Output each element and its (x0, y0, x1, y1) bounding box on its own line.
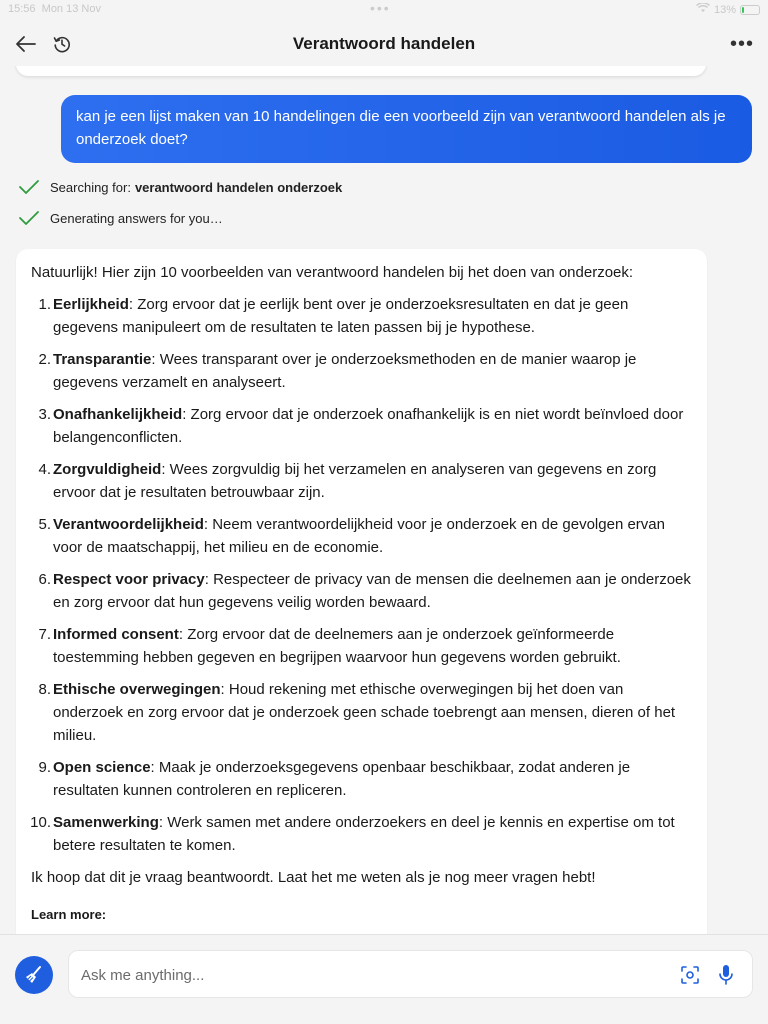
new-topic-button[interactable] (15, 956, 53, 994)
page-title: Verantwoord handelen (292, 34, 476, 53)
list-item: 9. Open science: Maak je onderzoeksgegevens openbaar beschikbaar, zodat anderen je resultaten kunnen controleren en repliceren. (38, 759, 631, 799)
broom-icon (23, 964, 45, 986)
status-right (696, 3, 760, 16)
list-item: 3. Onafhankelijkheid: Zorg ervoor dat je onderzoek onafhankelijk is en niet wordt beïnvloed door belangenconflicten. (38, 406, 684, 446)
status-prefix: Generating answers for you… (50, 210, 223, 226)
more-options-button[interactable] (728, 30, 756, 58)
answer-outro: Ik hoop dat dit je vraag beantwoordt. Laat het me weten als je nog meer vragen hebt! (31, 869, 596, 886)
history-button[interactable] (48, 30, 76, 58)
search-query: verantwoord handelen onderzoek (134, 179, 343, 195)
chat-input-box[interactable] (68, 950, 753, 998)
microphone-icon (716, 964, 736, 986)
multitasking-dots[interactable]: ••• (370, 0, 391, 16)
battery-percent: 13% (713, 3, 736, 16)
microphone-button[interactable] (716, 964, 736, 986)
history-icon (53, 35, 71, 53)
battery-icon (740, 5, 760, 15)
back-button[interactable] (12, 30, 40, 58)
more-icon: ••• (729, 32, 754, 55)
header (0, 22, 768, 66)
status-time: 15:56 Mon 13 Nov (8, 3, 101, 15)
list-item: 8. Ethische overwegingen: Houd rekening met ethische overwegingen bij het doen van onderzoek en zorg ervoor dat je onderzoek geen schade toebrengt aan mensen, dieren of het milieu. (38, 681, 676, 744)
status-searching (18, 179, 342, 195)
answer-list (31, 293, 692, 857)
status-bar (0, 0, 768, 18)
status-prefix: Searching for: (50, 179, 131, 195)
scan-icon (680, 965, 700, 985)
answer-card (16, 249, 707, 934)
composer-bar (0, 934, 768, 1024)
list-item: 2. Transparantie: Wees transparant over je onderzoeksmethoden en de manier waarop je gegevens verzamelt en analyseert. (38, 351, 637, 391)
status-generating (18, 210, 223, 226)
list-item: 5. Verantwoordelijkheid: Neem verantwoordelijkheid voor je onderzoek en de gevolgen ervan voor de maatschappij, het milieu en de economie. (38, 516, 665, 556)
checkmark-icon (18, 210, 40, 226)
chat-input[interactable] (81, 963, 641, 987)
checkmark-icon (18, 179, 40, 195)
answer-intro: Natuurlijk! Hier zijn 10 voorbeelden van verantwoord handelen bij het doen van onderzoek: (31, 264, 634, 281)
list-item: 4. Zorgvuldigheid: Wees zorgvuldig bij het verzamelen en analyseren van gegevens en zorg ervoor dat je resultaten betrouwbaar zijn. (38, 461, 657, 501)
learn-more-label: Learn more: (31, 907, 107, 922)
wifi-icon (696, 3, 710, 16)
list-item: 1. Eerlijkheid: Zorg ervoor dat je eerlijk bent over je onderzoeksresultaten en dat je geen gegevens manipuleert om de resultaten te laten passen bij je hypothese. (38, 296, 629, 336)
previous-message-card (16, 66, 706, 76)
chat-area[interactable] (0, 66, 768, 934)
list-item: 6. Respect voor privacy: Respecteer de privacy van de mensen die deelnemen aan je onderzoek en zorg ervoor dat hun gegevens veilig worden bewaard. (38, 571, 691, 611)
list-item: 7. Informed consent: Zorg ervoor dat de deelnemers aan je onderzoek geïnformeerde toestemming hebben gegeven en begrijpen waarvoor hun gegevens worden gebruikt. (38, 626, 621, 666)
back-arrow-icon (15, 35, 37, 53)
user-message: kan je een lijst maken van 10 handelingen die een voorbeeld zijn van verantwoord handelen als je onderzoek doet? (61, 95, 752, 163)
visual-search-button[interactable] (680, 965, 700, 985)
list-item: 10. Samenwerking: Werk samen met andere onderzoekers en deel je kennis en expertise om tot betere resultaten te komen. (30, 814, 675, 854)
